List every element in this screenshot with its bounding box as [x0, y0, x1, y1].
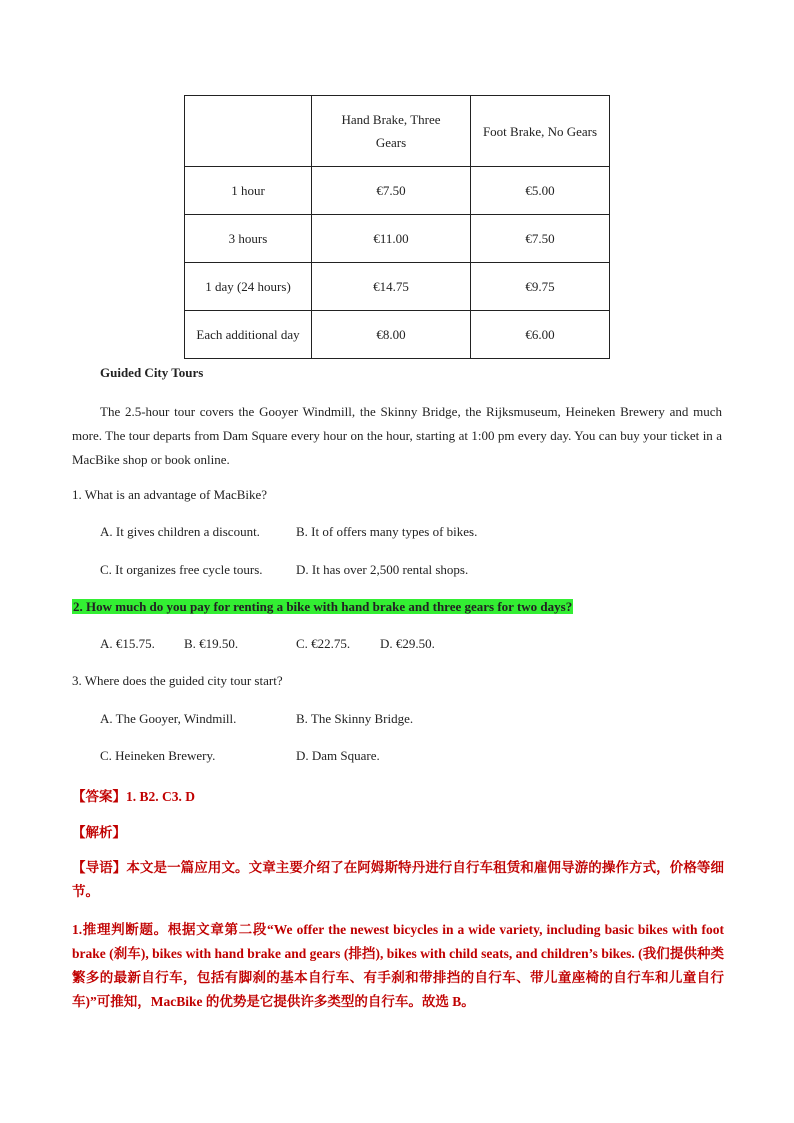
analysis-intro-label: 【导语】: [72, 860, 127, 875]
table-header-empty-cell: [185, 96, 312, 167]
answer-line: [72, 785, 195, 805]
tour-paragraph: [72, 400, 722, 472]
question-2-stem: 2. How much do you pay for renting a bike with hand brake and three gears for two days?: [73, 599, 573, 614]
bike-rental-price-table: [184, 95, 610, 359]
question-1-option-c: C. It organizes free cycle tours.: [100, 562, 263, 577]
analysis-intro: [72, 856, 724, 904]
question-1-stem: 1. What is an advantage of MacBike?: [72, 487, 268, 502]
analysis-q1-explanation: 1.推理判断题。根据文章第二段“We offer the newest bicycles in a wide variety, including basic bikes with foot brake (刹车), bikes with hand brake and gears (排挡), bikes with child seats, and children’s bikes. (我们提供种类繁多的最新自行车，包括有脚刹的基本自行车、有手刹和带排挡的自行车、带儿童座椅的自行车和儿童自行车)”可推知，MacBike 的优势是它提供许多类型的自行车。故选 B。: [72, 922, 724, 1009]
question-2-stem-wrapper: [72, 599, 573, 615]
section-title: Guided City Tours: [100, 365, 204, 380]
question-2-option-b: B. €19.50.: [184, 636, 239, 651]
table-cell: €5.00: [471, 167, 610, 215]
table-cell: Each additional day: [185, 311, 312, 359]
question-3-option-b: B. The Skinny Bridge.: [296, 711, 414, 726]
table-header-row: [185, 96, 610, 167]
table-cell: 1 day (24 hours): [185, 263, 312, 311]
table-header-cell: Foot Brake, No Gears: [471, 96, 610, 167]
table-header-cell: [312, 96, 471, 167]
table-row: [185, 215, 610, 263]
question-1-option-a: A. It gives children a discount.: [100, 524, 260, 539]
question-3-option-a: A. The Gooyer, Windmill.: [100, 711, 237, 726]
question-3-option-c: C. Heineken Brewery.: [100, 748, 216, 763]
tour-paragraph-text: The 2.5-hour tour covers the Gooyer Windmill, the Skinny Bridge, the Rijksmuseum, Heineken Brewery and much more. The tour departs from Dam Square every hour on the hour, starting at 1:00 pm every day. You can buy your ticket in a MacBike shop or book online.: [72, 404, 722, 467]
table-row: [185, 263, 610, 311]
table-row: [185, 167, 610, 215]
table-cell: 1 hour: [185, 167, 312, 215]
question-3-stem: 3. Where does the guided city tour start?: [72, 673, 283, 688]
question-1-option-b: B. It of offers many types of bikes.: [296, 524, 478, 539]
answer-label: 【答案】: [72, 789, 126, 804]
question-3-option-d: D. Dam Square.: [296, 748, 380, 763]
table-cell: €14.75: [312, 263, 471, 311]
answer-text: 1. B2. C3. D: [126, 789, 196, 804]
analysis-label: 【解析】: [72, 825, 126, 840]
table-cell: €6.00: [471, 311, 610, 359]
question-2-option-a: A. €15.75.: [100, 636, 155, 651]
header-hand-brake-line1: Hand Brake, Three: [341, 112, 441, 127]
table-row: [185, 311, 610, 359]
header-hand-brake-line2: Gears: [375, 135, 407, 150]
question-1-option-d: D. It has over 2,500 rental shops.: [296, 562, 469, 577]
table-cell: 3 hours: [185, 215, 312, 263]
table-cell: €7.50: [471, 215, 610, 263]
table-cell: €9.75: [471, 263, 610, 311]
question-2-option-c: C. €22.75.: [296, 636, 351, 651]
table-cell: €11.00: [312, 215, 471, 263]
analysis-intro-text: 本文是一篇应用文。文章主要介绍了在阿姆斯特丹进行自行车租赁和雇佣导游的操作方式，价格等细节。: [72, 860, 725, 899]
table-cell: €7.50: [312, 167, 471, 215]
question-2-option-d: D. €29.50.: [380, 636, 435, 651]
table-cell: €8.00: [312, 311, 471, 359]
